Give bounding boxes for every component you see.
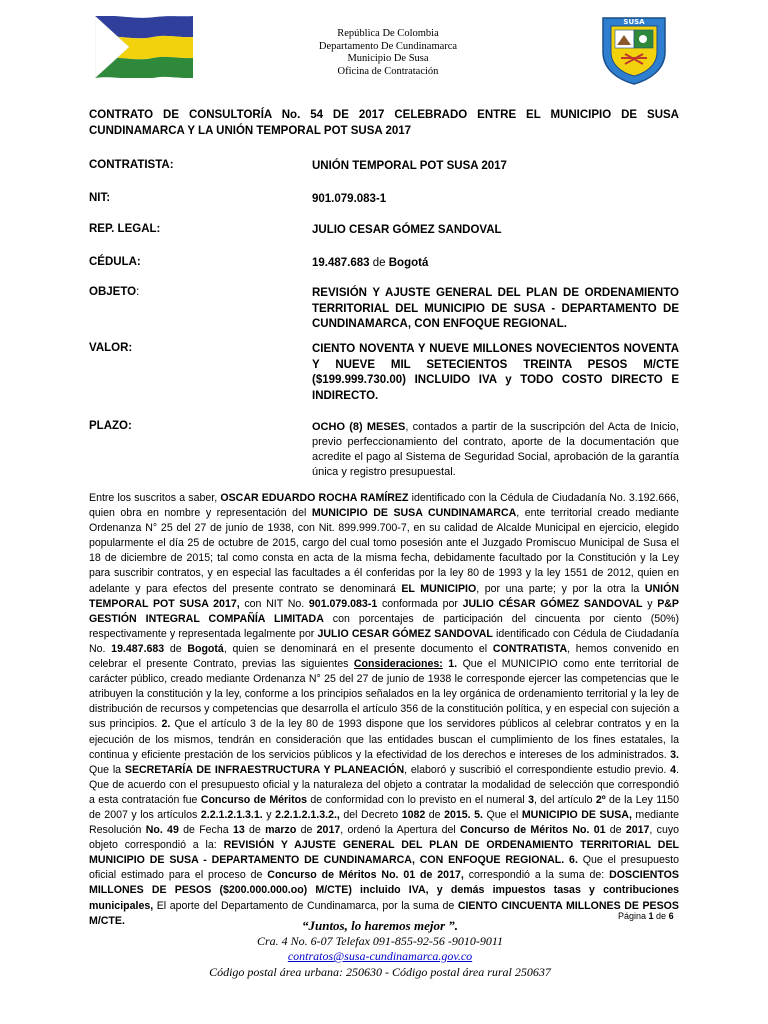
footer-email-link[interactable]: contratos@susa-cundinamarca.gov.co (287, 949, 473, 963)
body-bold: marzo (265, 824, 297, 837)
body-bold: 2017 (316, 824, 341, 837)
header-institution (268, 28, 508, 78)
body-text: , cuyo objeto correspondió a la: (89, 824, 680, 852)
body-text: de la Ley 1150 de 2007 y los artículos (89, 793, 679, 821)
body-text: Que el presupuesto oficial estimado para el proceso de (89, 854, 680, 882)
rep-legal-value: JULIO CESAR GÓMEZ SANDOVAL (312, 224, 502, 236)
body-bold: 1. (442, 658, 458, 671)
body-text: con NIT No. (239, 597, 309, 610)
objeto-label-text: OBJETO (89, 286, 137, 298)
body-bold: 2.2.1.2.1.3.1. (200, 808, 263, 821)
body-text: de (164, 642, 188, 655)
body-bold: SECRETARÍA DE INFRAESTRUCTURA Y PLANEACIÓN (124, 763, 405, 776)
body-text: identificado con Cédula de Ciudadanía No. (89, 627, 679, 655)
body-bold: 3. (670, 748, 679, 761)
body-bold: DOSCIENTOS MILLONES DE PESOS ($200.000.000.oo) M/CTE) incluido IVA, y demás impuestos tasas y contribuciones municipales, (89, 869, 679, 912)
body-text: , ente territorial creado mediante Ordenanza N° 25 del 27 de junio de 1938, con Nit. 899.999.700-7, en su calidad de Alcalde Municipal en ejercicio, elegido popularmente el día 25 de octubre de 2015, cargo del cual tomo posesión ante el Juzgado Promiscuo Municipal de Susa el 18 de diciembre de 2015; tal como consta en acta de la misma fecha, debidamente facultado por la Constitución y la Ley para suscribir contratos, y en especial las facultades a él conferidas por la ley 80 de 1993 y la ley 1551 de 2012, quien en adelante y para efectos del presente contrato se denominará (89, 507, 679, 595)
contract-title: CONTRATO DE CONSULTORÍA No. 54 DE 2017 CELEBRADO ENTRE EL MUNICIPIO DE SUSA CUNDINAMARCA Y LA UNIÓN TEMPORAL POT SUSA 2017 (89, 109, 679, 137)
susa-flag-image (95, 16, 193, 78)
valor-label: VALOR: (89, 342, 133, 354)
body-text: . Que de acuerdo con el presupuesto oficial y la naturaleza del objeto a contratar la modalidad de selección que correspondió a esta contratación fue (89, 763, 679, 806)
body-bold: MUNICIPIO DE SUSA, (521, 808, 632, 821)
body-text: de (605, 824, 626, 837)
plazo-duration: OCHO (8) MESES (312, 421, 406, 433)
valor-value: CIENTO NOVENTA Y NUEVE MILLONES NOVECIENTOS NOVENTA Y NUEVE MIL SETECIENTOS TREINTA PESOS M/CTE ($199.999.730.00) INCLUIDO IVA y TODO COSTO DIRECTO E INDIRECTO. (312, 343, 679, 402)
body-bold: 901.079.083-1 (308, 597, 378, 610)
body-text: , del artículo (533, 793, 596, 806)
plazo-value (312, 420, 679, 480)
header-line-republic: República De Colombia (337, 28, 439, 39)
page-current: 1 (648, 911, 654, 921)
page-label: Página (618, 911, 649, 921)
body-bold: 5. (474, 808, 483, 821)
body-text: conformada por (377, 597, 463, 610)
body-bold: UNIÓN TEMPORAL POT SUSA 2017, (89, 582, 679, 610)
body-bold: CONTRATISTA (492, 642, 568, 655)
body-bold: 2017 (625, 824, 650, 837)
plazo-label: PLAZO: (89, 420, 132, 432)
nit-label: NIT: (89, 192, 111, 204)
body-text: El aporte del Departamento de Cundinamarca, por la suma de (153, 899, 458, 912)
contract-body-paragraph (89, 491, 679, 929)
footer-postal-codes: Código postal área urbana: 250630 - Código postal área rural 250637 (209, 964, 551, 979)
body-text: Que el (483, 808, 522, 821)
body-bold: 2015. (444, 808, 471, 821)
cedula-de: de (369, 257, 389, 269)
cedula-city: Bogotá (388, 257, 429, 269)
objeto-label (89, 286, 139, 298)
body-text: , quien se denominará en el presente documento el (223, 642, 493, 655)
footer (170, 918, 590, 980)
body-text: identificado con la Cédula de Ciudadanía No. 3.192.666, quien obra en nombre y representación del (89, 492, 679, 520)
footer-motto: “Juntos, lo haremos mejor ”. (301, 918, 459, 933)
cedula-number: 19.487.683 (312, 257, 370, 269)
body-text: del Decreto (339, 808, 402, 821)
body-bold: P&P GESTIÓN INTEGRAL COMPAÑÍA LIMITADA (89, 597, 679, 625)
header-line-municipality: Municipio De Susa (347, 53, 429, 64)
rep-legal-label: REP. LEGAL: (89, 223, 161, 235)
body-text: de Fecha (178, 824, 233, 837)
body-bold: EL MUNICIPIO (401, 582, 477, 595)
body-text: mediante Resolución (89, 808, 680, 837)
body-text: Que el MUNICIPIO como ente territorial de carácter público, creado mediante Ordenanza N° 25 del 27 de junio de 1938 le corresponde ejercer las competencias que le atribuyen la constitución y la ley, conforme a los principios señalados en la ley orgánica de ordenamiento territorial y la ley de distribución de recursos y competencias que desarrolla el artículo 356 de la constitución política, y en especial con sujeción a sus principios. (89, 658, 679, 731)
body-bold: 1082 (401, 808, 426, 821)
contratista-value: UNIÓN TEMPORAL POT SUSA 2017 (312, 160, 507, 172)
body-bold: 4 (670, 763, 677, 776)
page-total: 6 (668, 911, 674, 921)
body-text: de conformidad con lo previsto en el numeral (307, 793, 529, 806)
nit-value: 901.079.083-1 (312, 193, 387, 205)
body-text: de (244, 824, 266, 837)
body-text: de (425, 808, 445, 821)
body-text: , por una parte; y por la otra la (476, 582, 645, 595)
objeto-value: REVISIÓN Y AJUSTE GENERAL DEL PLAN DE ORDENAMIENTO TERRITORIAL DEL MUNICIPIO DE SUSA - DEPARTAMENTO DE CUNDINAMARCA, CON ENFOQUE REGIONAL. (312, 287, 679, 330)
body-bold: 2º (595, 793, 606, 806)
body-bold: 2. (161, 718, 171, 731)
cedula-label: CÉDULA: (89, 256, 141, 268)
header-line-department: Departamento De Cundinamarca (318, 40, 458, 52)
body-text: Entre los suscritos a saber, (89, 492, 221, 504)
body-bold: JULIO CESAR GÓMEZ SANDOVAL (317, 627, 493, 640)
body-bold: Concurso de Méritos (200, 793, 308, 806)
body-bold: OSCAR EDUARDO ROCHA RAMÍREZ (220, 492, 409, 504)
page-of: de (653, 911, 669, 921)
body-text: , ordenó la Apertura del (340, 824, 461, 837)
objeto-colon: : (136, 286, 140, 298)
body-bold: 3 (528, 793, 534, 806)
body-bold: 13 (232, 824, 245, 837)
footer-address: Cra. 4 No. 6-07 Telefax 091-855-92-56 -9010-9011 (257, 933, 503, 948)
body-text: , elaboró y suscribió el correspondiente estudio previo. (404, 763, 671, 776)
contratista-label: CONTRATISTA: (89, 159, 174, 171)
body-bold: CIENTO CINCUENTA MILLONES DE PESOS M/CTE. (89, 899, 679, 927)
body-bold: Concurso de Méritos No. 01 (460, 824, 606, 837)
susa-seal-icon (597, 12, 671, 86)
body-text: Que la (89, 763, 125, 776)
body-text: de (296, 824, 317, 837)
body-bold: Bogotá (187, 642, 224, 655)
seal-title: SUSA (623, 18, 645, 26)
plazo-conditions: , contados a partir de la suscripción del Acta de Inicio, previo perfeccionamiento del contrato, aporte de la documentación que acredite el pago al Sistema de Seguridad Social, aprobación de la garantía única y registro presupuestal. (312, 421, 679, 478)
page-number (618, 911, 674, 921)
body-bold: Concurso de Méritos No. 01 de 2017, (267, 869, 464, 882)
body-text: y (642, 597, 658, 610)
body-bold: JULIO CÉSAR GÓMEZ SANDOVAL (462, 597, 643, 610)
header-line-office: Oficina de Contratación (337, 65, 439, 77)
considerations-heading: Consideraciones: (353, 658, 443, 671)
body-text: con porcentajes de participación del cincuenta por ciento (50%) respectivamente y representada legalmente por (89, 612, 679, 640)
cedula-value (312, 256, 679, 272)
body-text: , hemos convenido en celebrar el presente Contrato, previas las siguientes (89, 642, 679, 671)
body-text: correspondió a la suma de: (463, 869, 610, 882)
body-bold: 19.487.683 (111, 642, 165, 655)
body-text: y (262, 808, 276, 821)
body-bold: REVISIÓN Y AJUSTE GENERAL DEL PLAN DE ORDENAMIENTO TERRITORIAL DEL MUNICIPIO DE SUSA - DEPARTAMENTO DE CUNDINAMARCA, CON ENFOQUE REGIONAL. 6. (89, 839, 679, 867)
body-bold: 2.2.1.2.1.3.2., (275, 808, 340, 821)
body-bold: No. 49 (145, 824, 179, 837)
body-text: Que el artículo 3 de la ley 80 de 1993 dispone que los servidores públicos al celebrar contratos y en la ejecución de los mismos, tendrán en consideración que las entidades buscan el cumplimiento de los fines estatales, la continua y eficiente prestación de los servicios públicos y la efectividad de los derechos e intereses de los administrados. (89, 718, 679, 761)
body-bold: MUNICIPIO DE SUSA CUNDINAMARCA (311, 507, 517, 520)
